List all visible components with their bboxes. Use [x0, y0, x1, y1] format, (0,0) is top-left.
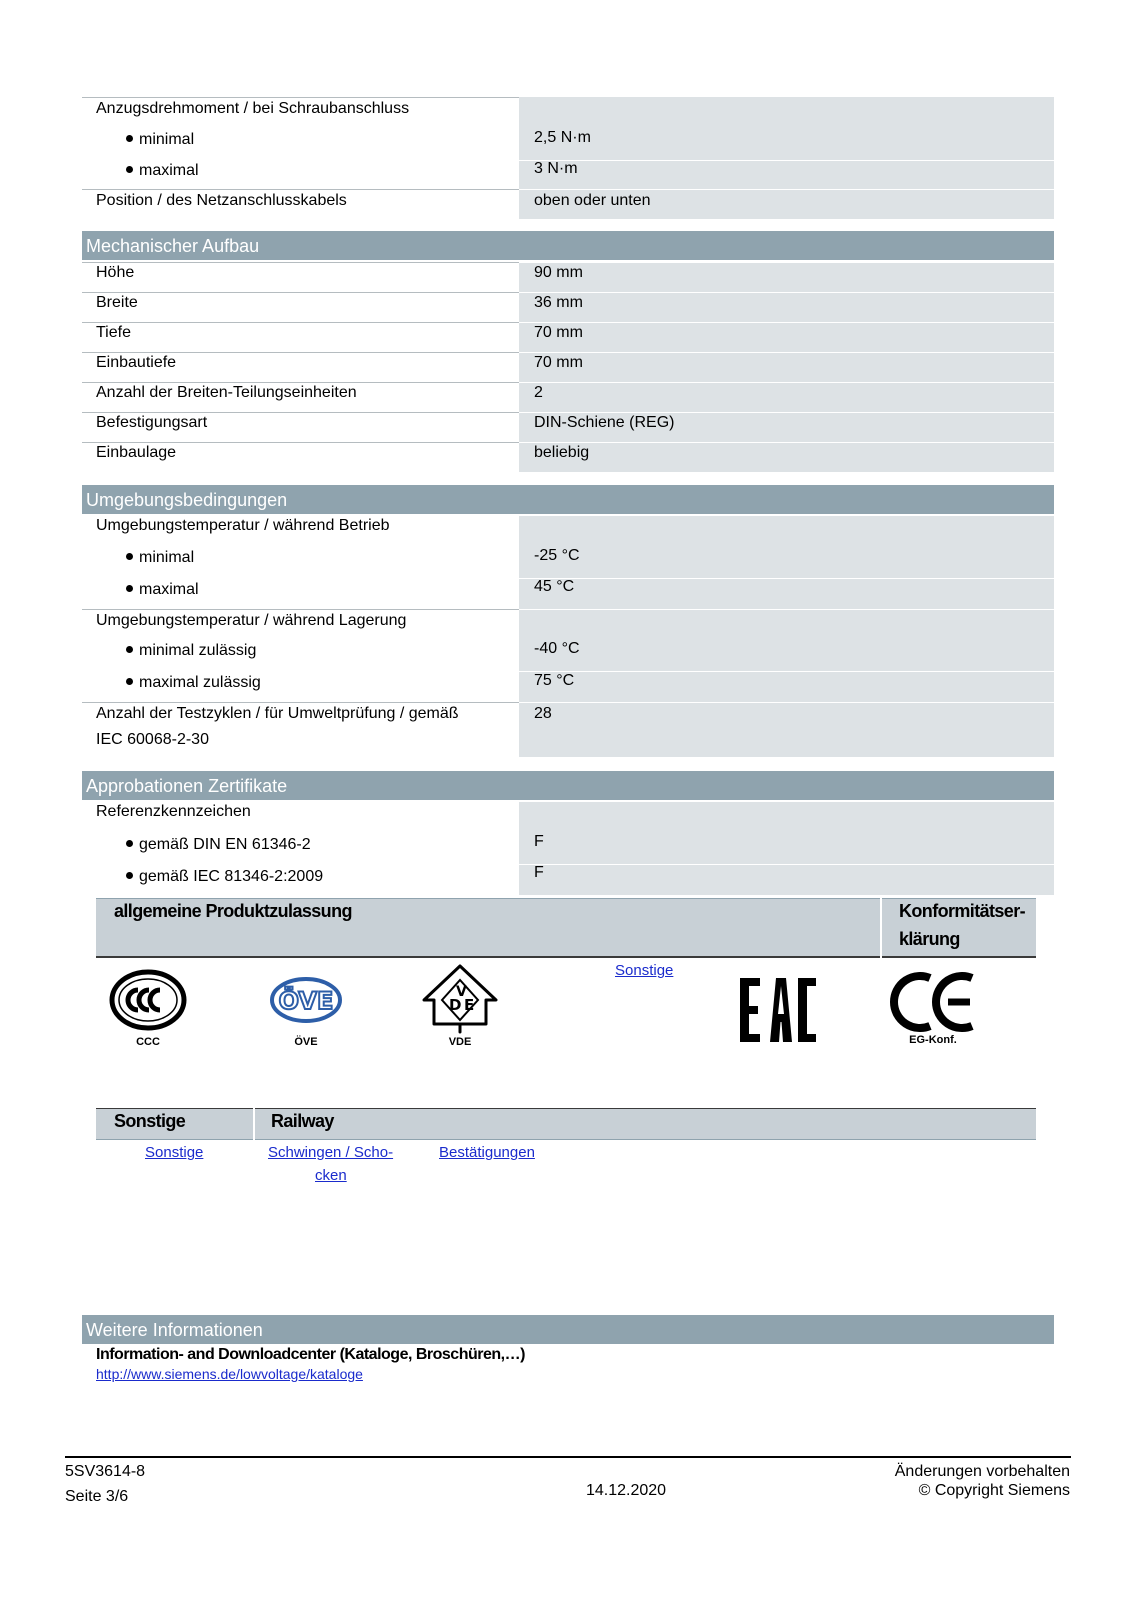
spec-label: gemäß IEC 81346-2:2009 [139, 868, 324, 885]
logo-caption: CCC [136, 1036, 160, 1048]
info-heading: Information- and Downloadcenter (Kataloge, Broschüren,…) [96, 1346, 525, 1363]
section-title: Umgebungsbedingungen [86, 490, 288, 510]
spec-row [82, 671, 1054, 702]
spec-label: Höhe [96, 264, 135, 281]
cert2-header-right [255, 1108, 1036, 1140]
spec-label: Tiefe [96, 324, 131, 341]
footer-note: Änderungen vorbehalten [894, 1463, 1070, 1480]
section-title: Mechanischer Aufbau [86, 236, 260, 256]
ccc-logo-icon [108, 968, 188, 1032]
spec-value: 70 mm [534, 324, 583, 341]
spec-row [82, 97, 1054, 129]
bullet-icon [126, 646, 133, 653]
spec-label: Anzugsdrehmoment / bei Schraubanschluss [96, 100, 410, 117]
ccc-logo [108, 968, 188, 1048]
spec-row [82, 833, 1054, 864]
spec-value: 45 °C [534, 578, 575, 595]
spec-value: -40 °C [534, 640, 580, 657]
spec-label: Breite [96, 294, 138, 311]
cert-header-right [882, 898, 1036, 958]
spec-value: 3 N·m [534, 160, 578, 177]
spec-row [82, 802, 1054, 833]
cert2-header-title: Railway [271, 1111, 334, 1131]
spec-label: Anzahl der Testzyklen / für Umweltprüfung / gemäß [96, 705, 459, 722]
link-bestaetigungen[interactable]: Bestätigungen [439, 1144, 535, 1161]
spec-value: 36 mm [534, 294, 583, 311]
bullet-icon [126, 872, 133, 879]
ce-logo [890, 972, 990, 1052]
catalog-link[interactable]: http://www.siemens.de/lowvoltage/kataloge [96, 1366, 363, 1382]
spec-value: DIN-Schiene (REG) [534, 414, 675, 431]
section-header-umgebung [82, 485, 1054, 516]
cert-header-left [96, 898, 880, 958]
link-sonstige[interactable]: Sonstige [615, 962, 674, 979]
eac-logo [738, 976, 818, 1044]
spec-row [82, 609, 1054, 640]
spec-row [82, 516, 1054, 547]
spec-label: Referenzkennzeichen [96, 803, 251, 820]
link-schwingen-schocken-cont[interactable]: cken [315, 1167, 347, 1184]
spec-value: 90 mm [534, 264, 583, 281]
bullet-icon [126, 840, 133, 847]
spec-label: Einbaulage [96, 444, 177, 461]
cert-header-title: allgemeine Produktzulassung [114, 901, 352, 921]
cert2-header-title: Sonstige [114, 1111, 186, 1131]
spec-row [82, 442, 1054, 472]
spec-row [82, 864, 1054, 895]
spec-value: oben oder unten [534, 192, 651, 209]
bullet-icon [126, 553, 133, 560]
spec-label: minimal [139, 131, 195, 148]
footer-page: Seite 3/6 [65, 1488, 129, 1505]
svg-text:E: E [464, 996, 475, 1014]
spec-row [82, 322, 1054, 352]
logo-caption: VDE [448, 1036, 472, 1048]
spec-value: 75 °C [534, 672, 575, 689]
footer-copyright: © Copyright Siemens [918, 1482, 1070, 1499]
spec-value: 2 [534, 384, 543, 401]
spec-value: 70 mm [534, 354, 583, 371]
spec-row [82, 702, 1054, 757]
spec-label: minimal zulässig [139, 642, 257, 659]
spec-row [82, 640, 1054, 671]
section-header-weitere [82, 1315, 1054, 1346]
footer-date: 14.12.2020 [586, 1482, 667, 1499]
spec-value: 2,5 N·m [534, 129, 591, 146]
ove-logo [266, 968, 346, 1048]
spec-value: beliebig [534, 444, 590, 461]
spec-row [82, 547, 1054, 578]
bullet-icon [126, 585, 133, 592]
logo-caption: ÖVE [294, 1036, 318, 1048]
svg-text:D: D [449, 996, 462, 1014]
link-sonstige-2[interactable]: Sonstige [145, 1144, 204, 1161]
ove-logo-icon [266, 968, 346, 1032]
section-title: Approbationen Zertifikate [86, 776, 288, 796]
spec-label: maximal [139, 581, 199, 598]
ove-logo-text: ÖVE [278, 987, 334, 1015]
vde-logo-icon [420, 962, 500, 1034]
section-header-mechanisch [82, 231, 1054, 262]
spec-row [82, 382, 1054, 412]
spec-row [82, 189, 1054, 219]
spec-row [82, 292, 1054, 322]
spec-row [82, 412, 1054, 442]
section-header-approbationen [82, 771, 1054, 802]
bullet-icon [126, 166, 133, 173]
spec-label: Anzahl der Breiten-Teilungseinheiten [96, 384, 357, 401]
footer-divider [65, 1456, 1071, 1458]
spec-label: Umgebungstemperatur / während Lagerung [96, 612, 407, 629]
spec-value: 28 [534, 705, 552, 722]
cert-header-title: Konformitätser- [899, 901, 1026, 921]
footer-product: 5SV3614-8 [65, 1463, 146, 1480]
spec-row [82, 578, 1054, 609]
spec-value: F [534, 864, 544, 881]
logo-caption: EG-Konf. [909, 1034, 957, 1046]
vde-logo [420, 962, 500, 1048]
spec-row [82, 352, 1054, 382]
link-schwingen-schocken[interactable]: Schwingen / Scho- [268, 1144, 394, 1161]
spec-label: maximal [139, 162, 199, 179]
ce-logo-icon [890, 972, 980, 1032]
eac-logo-icon [738, 976, 818, 1044]
svg-text:V: V [456, 984, 467, 1000]
spec-label: Einbautiefe [96, 354, 177, 371]
spec-value: F [534, 833, 544, 850]
bullet-icon [126, 678, 133, 685]
spec-label: Befestigungsart [96, 414, 208, 431]
spec-label: gemäß DIN EN 61346-2 [139, 836, 311, 853]
spec-row [82, 129, 1054, 160]
section-title: Weitere Informationen [86, 1320, 263, 1340]
spec-row [82, 160, 1054, 192]
spec-label: Position / des Netzanschlusskabels [96, 192, 347, 209]
spec-row [82, 262, 1054, 292]
spec-label: maximal zulässig [139, 674, 261, 691]
spec-label: Umgebungstemperatur / während Betrieb [96, 517, 390, 534]
bullet-icon [126, 135, 133, 142]
cert2-header-left [96, 1108, 253, 1140]
spec-value: -25 °C [534, 547, 580, 564]
cert-header-title: klärung [899, 929, 960, 949]
spec-label: minimal [139, 549, 195, 566]
spec-label-cont: IEC 60068-2-30 [96, 731, 209, 748]
